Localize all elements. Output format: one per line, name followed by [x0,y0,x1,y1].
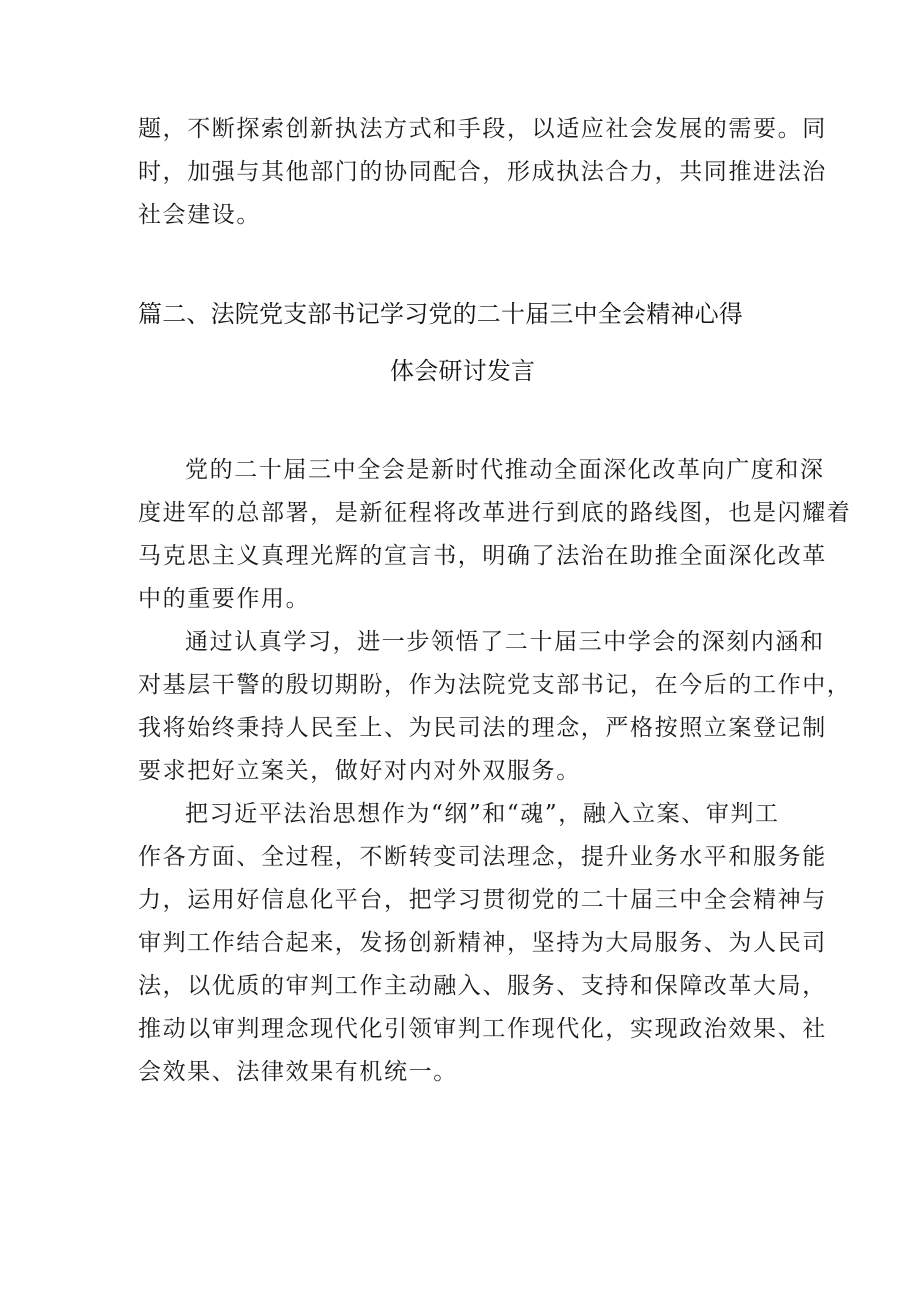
text-line: 要求把好立案关，做好对内对外双服务。 [138,758,581,784]
text-line: 作各方面、全过程，不断转变司法理念，提升业务水平和服务能 [138,844,827,870]
text-line: 推动以审判理念现代化引领审判工作现代化，实现政治效果、社 [138,1016,827,1042]
text-line: 题，不断探索创新执法方式和手段，以适应社会发展的需要。同 [138,116,827,142]
text-line: 对基层干警的殷切期盼，作为法院党支部书记，在今后的工作中， [138,672,852,698]
text-line: 中的重要作用。 [138,586,311,612]
section-title-line-2: 体会研讨发言 [390,357,536,385]
text-line: 时，加强与其他部门的协同配合，形成执法合力，共同推进法治 [138,159,827,185]
text-line: 党的二十届三中全会是新时代推动全面深化改革向广度和深 [185,457,825,483]
text-line: 社会建设。 [138,202,261,228]
text-line: 会效果、法律效果有机统一。 [138,1059,458,1085]
text-line: 把习近平法治思想作为“纲”和“魂”，融入立案、审判工 [185,801,780,827]
text-line: 力，运用好信息化平台，把学习贯彻党的二十届三中全会精神与 [138,887,827,913]
text-line: 我将始终秉持人民至上、为民司法的理念，严格按照立案登记制 [138,715,827,741]
text-line: 马克思主义真理光辉的宣言书，明确了法治在助推全面深化改革 [138,543,827,569]
text-line: 审判工作结合起来，发扬创新精神，坚持为大局服务、为人民司 [138,930,827,956]
text-line: 度进军的总部署，是新征程将改革进行到底的路线图，也是闪耀着 [138,500,852,526]
section-title-line-1: 篇二、法院党支部书记学习党的二十届三中全会精神心得 [138,300,743,328]
text-line: 通过认真学习，进一步领悟了二十届三中学会的深刻内涵和 [185,629,825,655]
text-line: 法，以优质的审判工作主动融入、服务、支持和保障改革大局， [138,973,827,999]
